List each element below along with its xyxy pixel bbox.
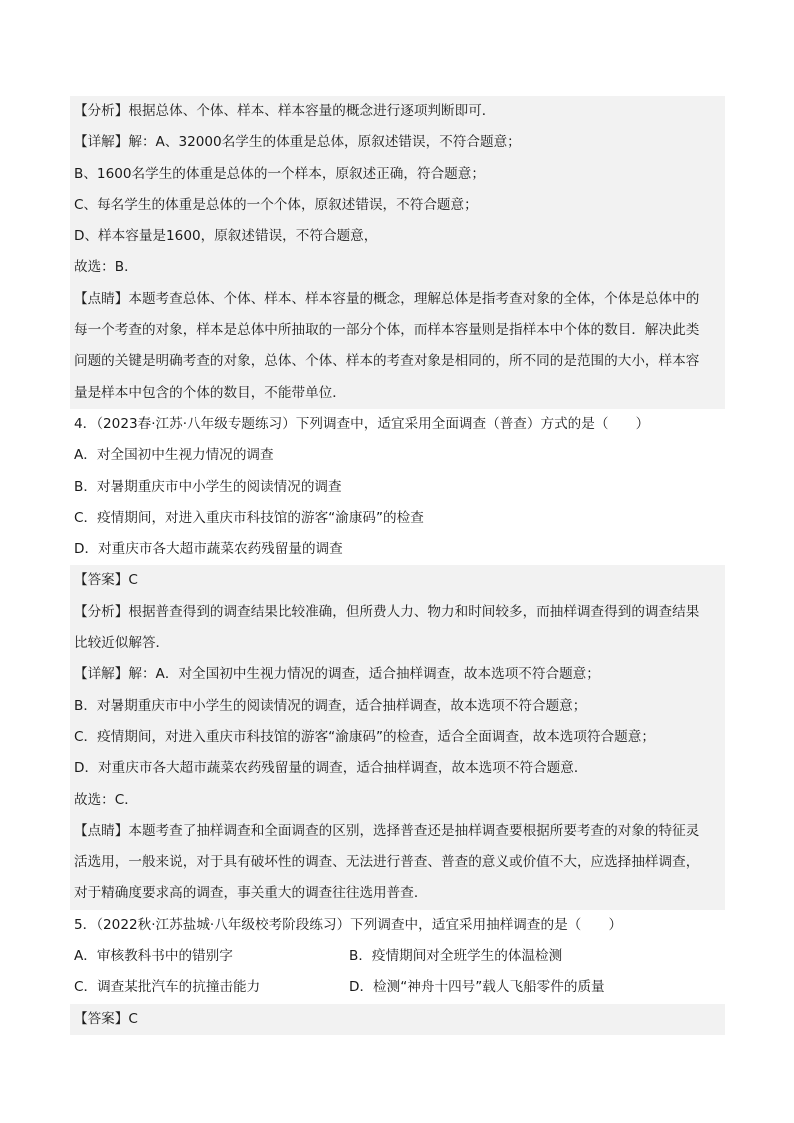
question-4-detail: C．疫情期间，对进入重庆市科技馆的游客“渝康码”的检查，适合全面调查，故本选项符合题意；	[70, 722, 725, 753]
question-4-comment: 【点睛】本题考查了抽样调查和全面调查的区别，选择普查还是抽样调查要根据所要考查的对象的特征灵	[70, 816, 725, 847]
question-4-answer: 【答案】C	[70, 565, 725, 596]
question-4-stem: 4．（2023春·江苏·八年级专题练习）下列调查中，适宜采用全面调查（普查）方式的是（ ）	[74, 415, 650, 432]
question-5-option-d: D．检测“神舟十四号”载人飞船零件的质量	[349, 979, 605, 996]
question-5-options-row-1	[70, 941, 725, 972]
question-5-options-row-2	[70, 972, 725, 1003]
question-4-analysis: 【分析】根据普查得到的调查结果比较准确，但所费人力、物力和时间较多，而抽样调查得到的调查结果	[70, 597, 725, 628]
question-5-option-a: A．审核教科书中的错别字	[74, 948, 233, 965]
document-body	[70, 96, 725, 1035]
question-5-option-b: B．疫情期间对全班学生的体温检测	[349, 948, 563, 965]
detail-line: B、1600名学生的体重是总体的一个样本，原叙述正确，符合题意；	[70, 159, 725, 190]
question-4-comment: 对于精确度要求高的调查，事关重大的调查往往选用普查．	[70, 878, 725, 909]
question-4-option-b: B．对暑期重庆市中小学生的阅读情况的调查	[74, 478, 342, 495]
comment-line: 问题的关键是明确考查的对象，总体、个体、样本的考查对象是相同的，所不同的是范围的大小，样本容	[70, 346, 725, 377]
question-4-detail: D．对重庆市各大超市蔬菜农药残留量的调查，适合抽样调查，故本选项不符合题意．	[70, 753, 725, 784]
question-4-detail: B．对暑期重庆市中小学生的阅读情况的调查，适合抽样调查，故本选项不符合题意；	[70, 691, 725, 722]
question-4-analysis: 比较近似解答．	[70, 628, 725, 659]
question-5-option-c: C．调查某批汽车的抗撞击能力	[74, 979, 261, 996]
question-4-comment: 活选用，一般来说，对于具有破坏性的调查、无法进行普查、普查的意义或价值不大，应选择抽样调查，	[70, 847, 725, 878]
detail-line: 【详解】解：A、32000名学生的体重是总体，原叙述错误，不符合题意；	[70, 127, 725, 158]
conclusion-line: 故选：B．	[70, 252, 725, 283]
comment-line: 量是样本中包含的个体的数目，不能带单位．	[70, 378, 725, 409]
comment-line: 【点睛】本题考查总体、个体、样本、样本容量的概念，理解总体是指考查对象的全体，个体是总体中的	[70, 284, 725, 315]
question-4-detail: 【详解】解：A．对全国初中生视力情况的调查，适合抽样调查，故本选项不符合题意；	[70, 659, 725, 690]
question-4-option-d: D．对重庆市各大超市蔬菜农药残留量的调查	[74, 541, 343, 558]
question-5-answer: 【答案】C	[70, 1004, 725, 1035]
analysis-line: 【分析】根据总体、个体、样本、样本容量的概念进行逐项判断即可．	[70, 96, 725, 127]
question-4-option-c: C．疫情期间，对进入重庆市科技馆的游客“渝康码”的检查	[74, 509, 424, 526]
comment-line: 每一个考查的对象，样本是总体中所抽取的一部分个体，而样本容量则是指样本中个体的数目．解决此类	[70, 315, 725, 346]
question-4-conclusion: 故选：C．	[70, 785, 725, 816]
detail-line: C、每名学生的体重是总体的一个个体，原叙述错误，不符合题意；	[70, 190, 725, 221]
question-4-option-a: A．对全国初中生视力情况的调查	[74, 447, 274, 464]
question-5-stem: 5．（2022秋·江苏盐城·八年级校考阶段练习）下列调查中，适宜采用抽样调查的是（ ）	[74, 916, 623, 933]
detail-line: D、样本容量是1600，原叙述错误，不符合题意，	[70, 221, 725, 252]
